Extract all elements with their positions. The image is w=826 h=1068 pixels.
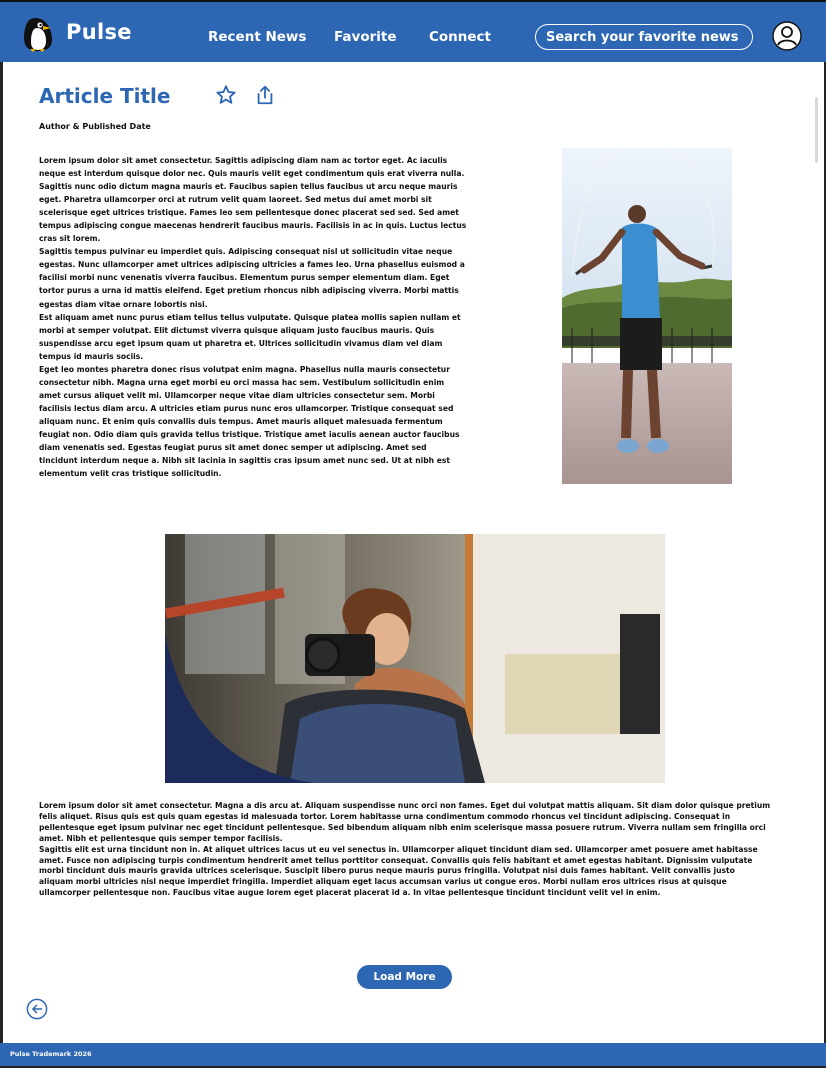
top-navigation-bar [0, 0, 826, 62]
paragraph: Eget leo montes pharetra donec risus volutpat enim magna. Phasellus nulla mauris consectetur consectetur nibh. Magna urna eget morbi eu orci massa hac sem. Vestibulum sollicitudin enim amet cursus aliquet velit mi. Ullamcorper neque vitae diam ultricies consectetur sem. Morbi facilisis lectus diam arcu. A ultricies etiam purus nunc eros ullamcorper. Tristique consequat sed aliquam nunc. Et enim quis convallis duis tempus. Amet mauris aliquet malesuada fermentum feugiat non. Odio diam quis gravida tellus tristique. Tristique amet iaculis aenean auctor faucibus diam venenatis sed. Egestas feugiat purus sit amet donec semper ut adipiscing. Amet sed tincidunt interdum neque a. Nibh sit lacinia in sagittis cras ipsum amet nunc sed. Ut at nibh est elementum velit cras tristique sollicitudin. [39, 364, 460, 479]
load-more-button[interactable]: Load More [357, 965, 452, 989]
footer [0, 1043, 826, 1066]
paragraph: Est aliquam amet nunc purus etiam tellus tellus vulputate. Quisque platea mollis sapien nullam et morbi at semper volutpat. Elit dictumst viverra quisque aliquam justo faucibus mauris. Quis suspendisse arcu eget ipsum quam ut pharetra et. Ultrices sollicitudin vivamus diam vel diam tempus id mauris sociis. [39, 312, 461, 361]
article-body-top [39, 154, 467, 480]
article-image-photographer [165, 534, 665, 783]
share-icon[interactable] [254, 84, 276, 106]
user-avatar-icon[interactable] [772, 21, 802, 51]
paragraph: Sagittis tempus pulvinar eu imperdiet quis. Adipiscing consequat nisl ut sollicitudin vitae neque egestas. Nunc ullamcorper amet ultrices adipiscing ultricies a fames leo. Urna phasellus euismod a facilisi morbi nunc venenatis viverra faucibus. Elementum purus semper elementum diam. Eget tortor purus a urna id mattis eleifend. Eget pretium rhoncus nibh adipiscing viverra. Morbi mattis egestas diam vitae ornare lobortis nisi. [39, 247, 465, 309]
article-title: Article Title [39, 84, 171, 108]
penguin-logo-icon[interactable] [21, 16, 55, 52]
nav-favorite[interactable]: Favorite [334, 29, 397, 45]
back-arrow-icon[interactable] [26, 998, 48, 1020]
search-input[interactable] [535, 24, 753, 50]
footer-trademark: Pulse Trademark 2026 [10, 1050, 92, 1058]
article-body-bottom [39, 801, 771, 899]
article-image-jump-rope [562, 148, 732, 484]
nav-connect[interactable]: Connect [429, 29, 492, 45]
star-icon[interactable] [215, 84, 237, 106]
brand-name[interactable]: Pulse [66, 20, 132, 44]
scrollbar-thumb[interactable] [815, 97, 818, 163]
nav-recent-news[interactable]: Recent News [208, 29, 307, 45]
author-published-date: Author & Published Date [39, 122, 151, 131]
paragraph: Lorem ipsum dolor sit amet consectetur. Sagittis adipiscing diam nam ac tortor eget. Ac iaculis neque est interdum quisque dolor nec. Quis mauris velit eget condimentum quis erat viverra nulla. Sagittis nunc odio dictum magna mauris et. Faucibus sapien tellus faucibus ut arcu neque mauris eget. Pharetra ullamcorper orci at rutrum velit quam laoreet. Sed metus dui amet morbi sit scelerisque eget ultrices tristique. Fames leo sem pellentesque donec placerat sed sed. Sed amet tempus adipiscing congue maecenas hendrerit faucibus mauris. Facilisis in ac in quis. Luctus lectus cras sit lorem. [39, 156, 467, 244]
paragraph: Lorem ipsum dolor sit amet consectetur. Magna a dis arcu at. Aliquam suspendisse nunc orci non fames. Eget dui volutpat mattis aliquam. Sit diam dolor quisque pretium felis aliquet. Risus quis est quis quam egestas id malesuada tortor. Lorem habitasse urna condimentum commodo rhoncus vel tincidunt adipiscing. Consequat in pellentesque eget ipsum pulvinar nec eget tincidunt pellentesque. Sed bibendum aliquam nibh enim scelerisque massa posuere rutrum. Viverra nullam sem fringilla orci amet. Nibh et pellentesque quis semper tempor facilisis. [39, 801, 771, 843]
paragraph: Sagittis elit est urna tincidunt non in. At aliquet ultrices lacus ut eu vel senectus in. Ullamcorper aliquet tincidunt diam sed. Ullamcorper amet posuere amet habitasse amet. Fusce non adipiscing turpis condimentum hendrerit amet tellus porttitor consequat. Convallis quis felis habitant et amet egestas habitant. Dignissim vulputate morbi tincidunt duis mauris gravida ultrices scelerisque. Suscipit libero purus neque mauris purus fringilla. Volutpat nisi duis fames habitant. Velit convallis justo aliquam morbi ultricies nisl neque imperdiet fringilla. Imperdiet aliquam eget lacus accumsan varius ut congue eros. Morbi nullam eros ultrices risus at quisque ullamcorper pellentesque non. Faucibus vitae augue lorem eget placerat placerat id a. In vitae pellentesque tincidunt tincidunt velit vel in enim. [39, 844, 758, 898]
